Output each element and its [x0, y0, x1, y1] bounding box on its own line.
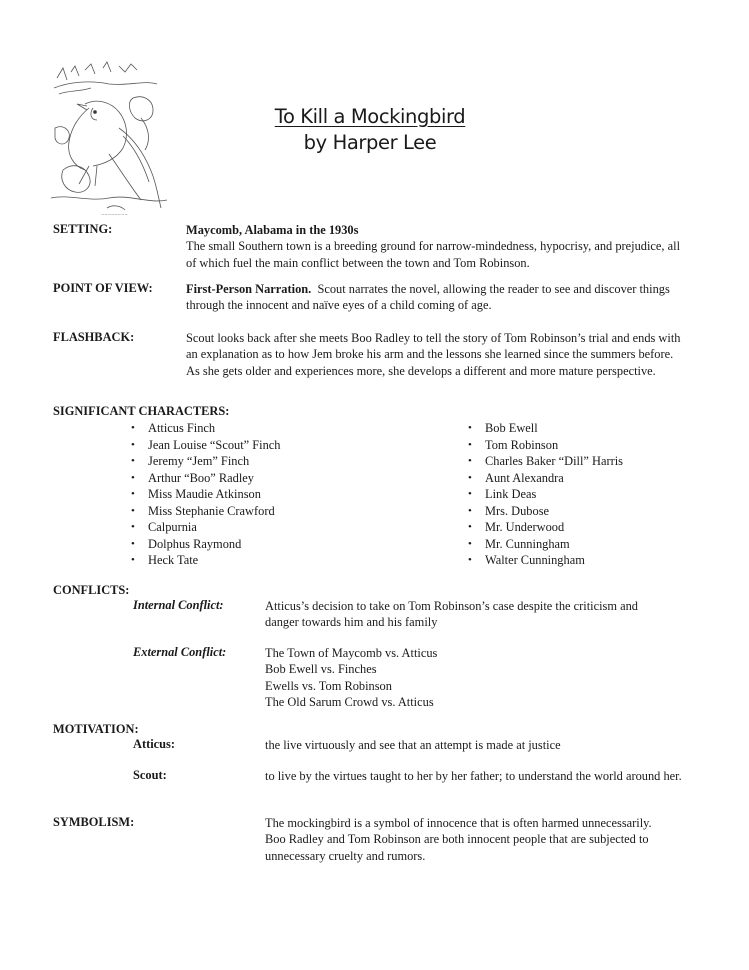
external-conflict-lines: [265, 645, 665, 711]
list-item: • Mr. Cunningham: [465, 536, 705, 553]
list-item: • Mrs. Dubose: [465, 503, 705, 520]
symbolism-label: SYMBOLISM:: [53, 815, 135, 829]
conflicts-label: CONFLICTS:: [53, 583, 130, 597]
list-item: • Miss Stephanie Crawford: [128, 503, 368, 520]
list-item: • Jean Louise “Scout” Finch: [128, 437, 368, 454]
list-item: • Calpurnia: [128, 519, 368, 536]
external-conflict-line: Ewells vs. Tom Robinson: [265, 678, 392, 693]
list-item: • Jeremy “Jem” Finch: [128, 453, 368, 470]
document-title: [200, 104, 540, 156]
list-item: • Miss Maudie Atkinson: [128, 486, 368, 503]
list-item: • Walter Cunningham: [465, 552, 705, 569]
list-item: • Aunt Alexandra: [465, 470, 705, 487]
mockingbird-drawing-icon: [49, 58, 169, 218]
list-item: • Heck Tate: [128, 552, 368, 569]
setting-text: The small Southern town is a breeding ground for narrow-mindedness, hypocrisy, and prejudice, all of which fuel the main conflict between the town and Tom Robinson.: [186, 239, 681, 270]
internal-conflict-text: Atticus’s decision to take on Tom Robinson’s case despite the criticism and danger towards him and his family: [265, 599, 638, 630]
scout-motivation-text: to live by the virtues taught to her by her father; to understand the world around her.: [265, 769, 682, 783]
characters-label: SIGNIFICANT CHARACTERS:: [53, 404, 230, 418]
list-item: • Bob Ewell: [465, 420, 705, 437]
motivation-label: MOTIVATION:: [53, 722, 139, 736]
atticus-motivation-label: Atticus:: [133, 737, 175, 751]
pov-text: Scout narrates the novel, allowing the reader to see and discover things through the innocent and naïve eyes of a child coming of age.: [186, 282, 670, 313]
setting-content: [186, 222, 686, 271]
characters-left-list: [128, 420, 368, 569]
list-item: • Atticus Finch: [128, 420, 368, 437]
external-conflict-line: The Town of Maycomb vs. Atticus: [265, 646, 438, 660]
flashback-text: Scout looks back after she meets Boo Radley to tell the story of Tom Robinson’s trial and ends with an explanation as to how Jem broke his arm and the lessons she learned since the summers before. As she gets older and experiences more, she develops a different and more mature perspective.: [186, 331, 684, 378]
characters-right-list: [465, 420, 705, 569]
external-conflict-label: External Conflict:: [133, 645, 227, 659]
mockingbird-illustration: [49, 58, 169, 218]
atticus-motivation-text: the live virtuously and see that an attempt is made at justice: [265, 738, 561, 752]
setting-heading: Maycomb, Alabama in the 1930s: [186, 223, 359, 237]
setting-label: SETTING:: [53, 222, 113, 236]
list-item: • Link Deas: [465, 486, 705, 503]
title-line-2: by Harper Lee: [303, 131, 437, 154]
pov-content: [186, 281, 691, 314]
symbolism-text: The mockingbird is a symbol of innocence that is often harmed unnecessarily. Boo Radley and Tom Robinson are both innocent people that are subjected to unnecessary cruelty and rumors.: [265, 816, 652, 863]
scout-motivation-label: Scout:: [133, 768, 167, 782]
list-item: • Arthur “Boo” Radley: [128, 470, 368, 487]
internal-conflict-label: Internal Conflict:: [133, 598, 224, 612]
svg-text:~~~~~~~~: ~~~~~~~~: [101, 212, 128, 217]
flashback-label: FLASHBACK:: [53, 330, 135, 344]
pov-heading: First-Person Narration.: [186, 282, 312, 296]
external-conflict-line: The Old Sarum Crowd vs. Atticus: [265, 695, 434, 710]
title-line-1: To Kill a Mockingbird: [274, 105, 466, 128]
list-item: • Dolphus Raymond: [128, 536, 368, 553]
list-item: • Mr. Underwood: [465, 519, 705, 536]
external-conflict-line: Bob Ewell vs. Finches: [265, 662, 377, 677]
pov-label: POINT OF VIEW:: [53, 281, 153, 295]
list-item: • Tom Robinson: [465, 437, 705, 454]
list-item: • Charles Baker “Dill” Harris: [465, 453, 705, 470]
